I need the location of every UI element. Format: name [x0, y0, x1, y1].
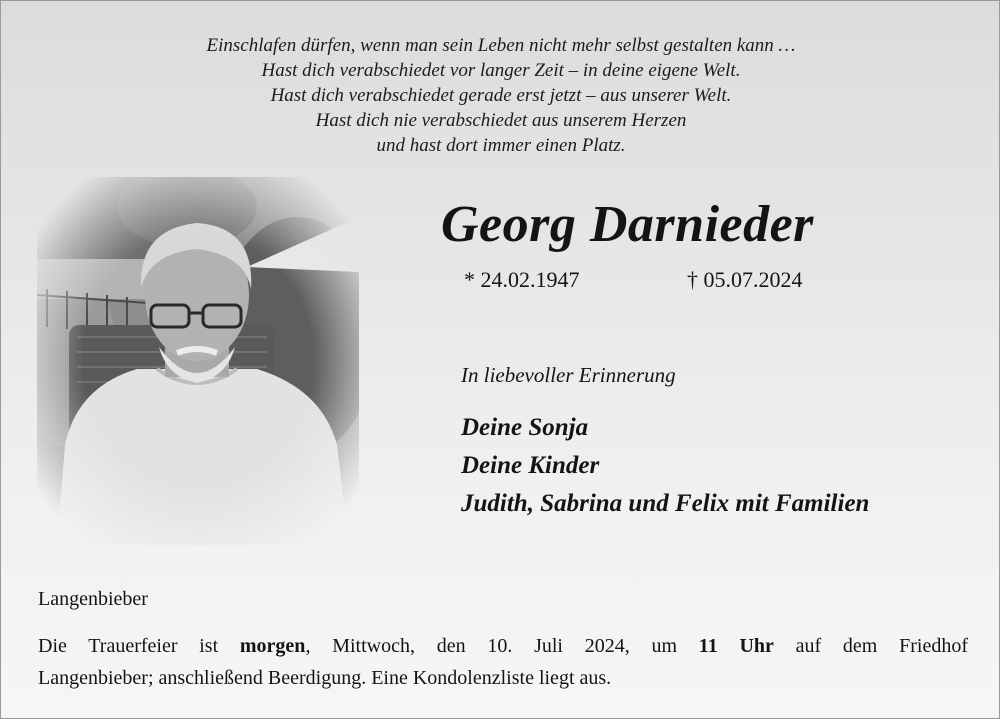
mourners-list: [461, 409, 869, 523]
poem-line: Hast dich verabschiedet gerade erst jetzt – aus unserer Welt.: [270, 85, 732, 106]
deceased-name: Georg Darnieder: [441, 196, 814, 253]
funeral-line-1: [38, 630, 968, 662]
mourner: Deine Sonja: [461, 414, 589, 441]
place-name: Langenbieber: [38, 588, 148, 610]
funeral-bold-day: morgen: [239, 635, 306, 657]
funeral-notice: [38, 630, 968, 694]
funeral-text: Die Trauerfeier ist: [38, 635, 240, 657]
poem-line: Einschlafen dürfen, wenn man sein Leben nicht mehr selbst gestalten kann …: [206, 35, 796, 56]
portrait-photo: [37, 177, 359, 545]
memory-text: In liebevoller Erinnerung: [461, 363, 676, 387]
birth-date: * 24.02.1947: [464, 267, 580, 292]
poem-line: und hast dort immer einen Platz.: [376, 135, 626, 156]
poem: [1, 33, 1000, 158]
funeral-line-2: Langenbieber; anschließend Beerdigung. Eine Kondolenzliste liegt aus.: [38, 667, 612, 689]
funeral-bold-time: 11 Uhr: [698, 635, 774, 657]
death-date: † 05.07.2024: [687, 267, 803, 292]
funeral-text: , Mittwoch, den 10. Juli 2024, um: [305, 635, 699, 657]
poem-line: Hast dich verabschiedet vor langer Zeit – in deine eigene Welt.: [261, 60, 741, 81]
poem-line: Hast dich nie verabschiedet aus unserem Herzen: [315, 110, 687, 131]
mourner: Deine Kinder: [461, 452, 600, 479]
funeral-text: auf dem Friedhof: [773, 635, 968, 657]
mourner: Judith, Sabrina und Felix mit Familien: [461, 490, 870, 517]
